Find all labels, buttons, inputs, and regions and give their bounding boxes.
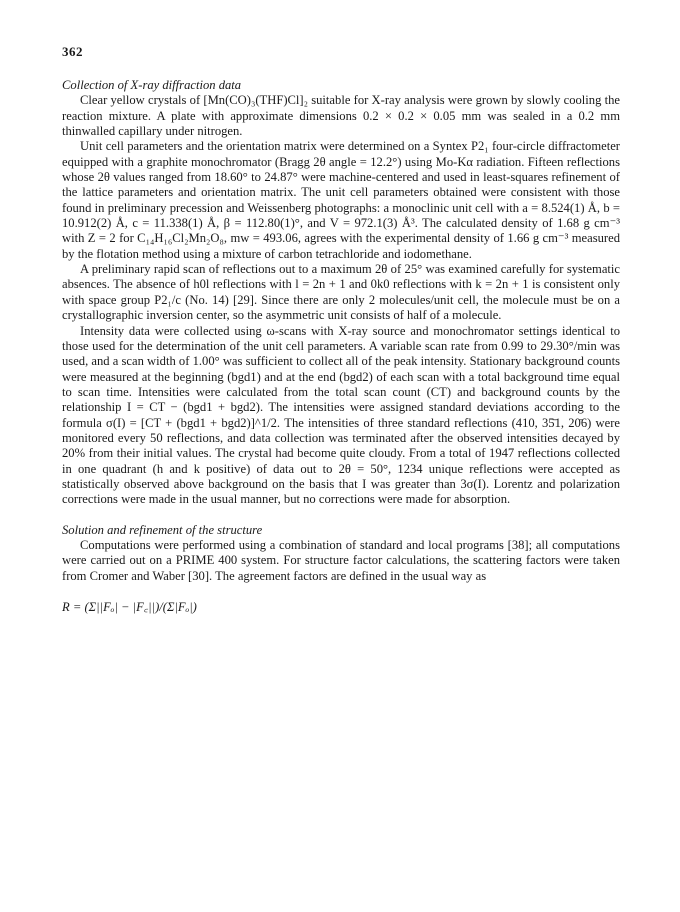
paragraph-intensity-data: Intensity data were collected using ω-scans with X-ray source and monochromator settings identical to those used for the determination of the unit cell parameters. A variable scan rate from 0.99 to 29.30°/min was used, and a scan width of 1.00° was sufficient to collect all of the peak intensity. Stationary background counts were measured at the beginning (bgd1) and at the end (bgd2) of each scan with a total background time equal to scan time. Intensities were calculated from the total scan count (CT) and background counts by the relationship I = CT − (bgd1 + bgd2). The intensities were assigned standard deviations according to the formula σ(I) = [CT + (bgd1 + bgd2)]^1/2. The intensities of three standard reflections (410, 35̄1, 20̄6) were monitored every 50 reflections, and data collection was terminated after the observed intensities decayed by 20% from their initial values. The crystal had become quite cloudy. From a total of 1947 reflections collected in one quadrant (h and k positive) of data out to 2θ = 50°, 1234 unique reflections were accepted as statistically observed above background on the basis that I was greater than 3σ(I). Lorentz and polarization corrections were made in the usual manner, but no corrections were made for absorption. [62,323,620,507]
paragraph-space-group: A preliminary rapid scan of reflections out to a maximum 2θ of 25° was examined carefully for systematic absences. The absence of h0l reflections with l = 2n + 1 and 0k0 reflections with k = 2n + 1 is consistent only with space group P2₁/c (No. 14) [29]. Since there are only 2 molecules/unit cell, the molecule must be on a crystallographic inversion center, so the asymmetric unit consists of half of a molecule. [62,262,620,323]
section-heading-structure: Solution and refinement of the structure [62,522,263,537]
section-spacer [62,508,620,523]
agreement-factor-formula: R = (Σ||Fₒ| − |F꜀||)/(Σ|Fₒ|) [62,600,197,614]
paragraph-unit-cell: Unit cell parameters and the orientation matrix were determined on a Syntex P2₁ four-circle diffractometer equipped with a graphite monochromator (Bragg 2θ angle = 12.2°) using Mo-Kα radiation. Fifteen reflections whose 2θ values ranged from 18.60° to 24.87° were machine-centered and used in least-squares refinement of the lattice parameters and orientation matrix. The unit cell parameters obtained were consistent with those found in preliminary precession and Weissenberg photographs: a monoclinic unit cell with a = 8.524(1) Å, b = 10.912(2) Å, c = 11.338(1) Å, β = 112.80(1)°, and V = 972.1(3) Å³. The calculated density of 1.68 g cm⁻³ with Z = 2 for C₁₄H₁₆Cl₂Mn₂O₈, mw = 493.06, agrees with the experimental density of 1.66 g cm⁻³ measured by the flotation method using a mixture of carbon tetrachloride and iodomethane. [62,139,620,261]
paragraph-crystals: Clear yellow crystals of [Mn(CO)₃(THF)Cl]₂ suitable for X-ray analysis were grown by slowly cooling the reaction mixture. A plate with approximate dimensions 0.2 × 0.2 × 0.05 mm was sealed in a 0.2 mm thinwalled capillary under nitrogen. [62,93,620,139]
paragraph-computations: Computations were performed using a combination of standard and local programs [38]; all computations were carried out on a PRIME 400 system. For structure factor calculations, the scattering factors were taken from Cromer and Waber [30]. The agreement factors are defined in the usual way as [62,537,620,583]
article-body [62,78,620,615]
page-number: 362 [62,44,83,59]
section-heading-data-collection: Collection of X-ray diffraction data [62,78,242,92]
